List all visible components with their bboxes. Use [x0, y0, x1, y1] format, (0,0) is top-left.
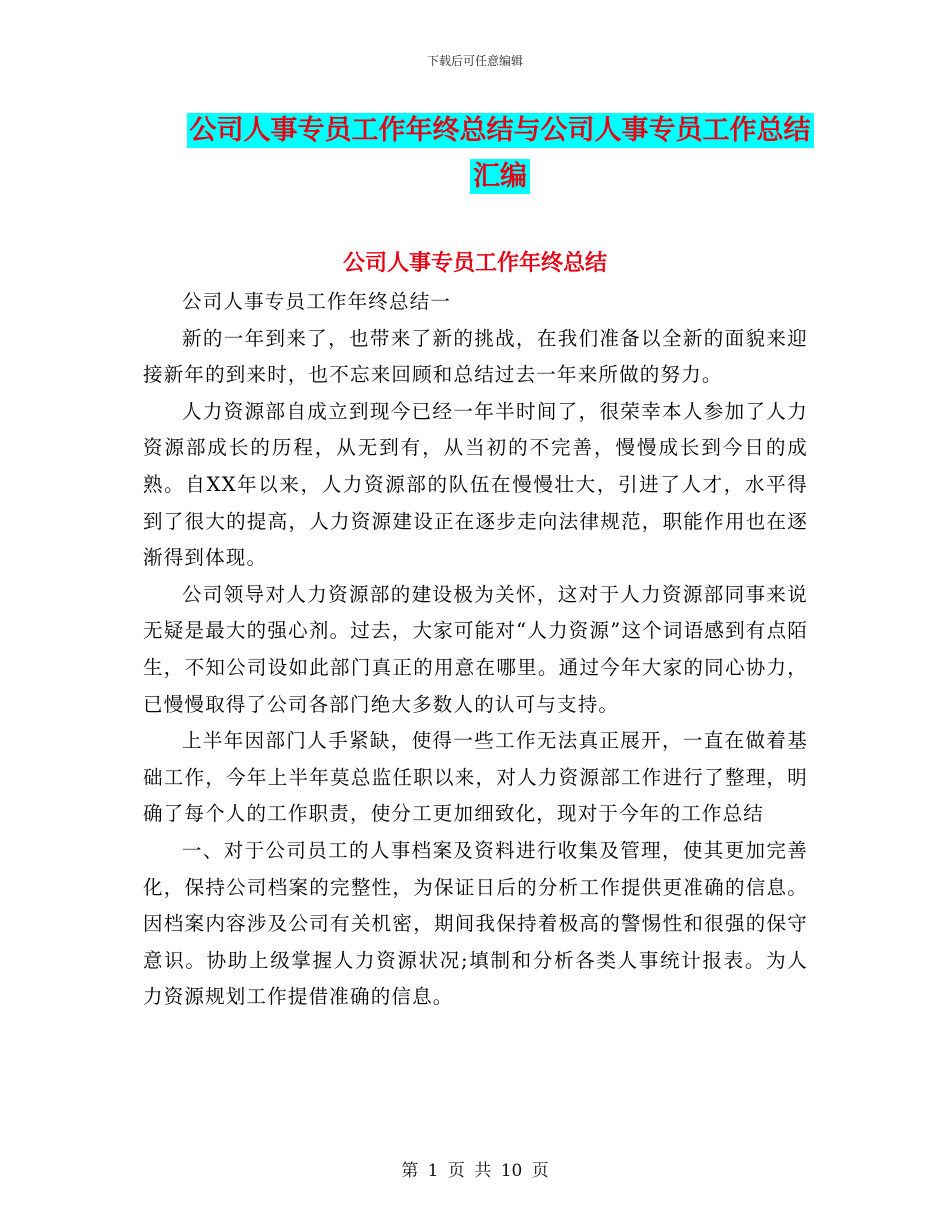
paragraph-subtitle: 公司人事专员工作年终总结一	[182, 290, 452, 313]
section-title: 公司人事专员工作年终总结	[342, 250, 607, 276]
page-number-footer: 第 1 页 共 10 页	[401, 1161, 549, 1181]
paragraph: 新的一年到来了，也带来了新的挑战，在我们准备以全新的面貌来迎接新年的到来时，也不忘来回顾和总结过去一年来所做的努力。	[143, 326, 808, 387]
document-body	[143, 284, 808, 1016]
paragraph: 上半年因部门人手紧缺，使得一些工作无法真正展开，一直在做着基础工作，今年上半年莫总监任职以来，对人力资源部工作进行了整理，明确了每个人的工作职责，使分工更加细致化，现对于今年的工作总结	[143, 729, 808, 826]
document-title-line-2: 汇编	[470, 159, 530, 194]
paragraph: 公司领导对人力资源部的建设极为关怀，这对于人力资源部同事来说无疑是最大的强心剂。过去，大家可能对“人力资源”这个词语感到有点陌生，不知公司设如此部门真正的用意在哪里。通过今年大家的同心协力，已慢慢取得了公司各部门绝大多数人的认可与支持。	[143, 582, 808, 716]
document-title	[140, 108, 860, 200]
paragraph: 一、对于公司员工的人事档案及资料进行收集及管理，使其更加完善化，保持公司档案的完整性，为保证日后的分析工作提供更准确的信息。因档案内容涉及公司有关机密，期间我保持着极高的警惕性和很强的保守意识。协助上级掌握人力资源状况;填制和分析各类人事统计报表。为人力资源规划工作提借准确的信息。	[143, 838, 808, 1009]
paragraph: 人力资源部自成立到现今已经一年半时间了，很荣幸本人参加了人力资源部成长的历程，从无到有，从当初的不完善，慢慢成长到今日的成熟。自XX年以来，人力资源部的队伍在慢慢壮大，引进了人才，水平得到了很大的提高，人力资源建设正在逐步走向法律规范，职能作用也在逐渐得到体现。	[143, 399, 808, 570]
document-title-line-1: 公司人事专员工作年终总结与公司人事专员工作总结	[187, 113, 814, 148]
page-header-note: 下载后可任意编辑	[426, 54, 523, 68]
